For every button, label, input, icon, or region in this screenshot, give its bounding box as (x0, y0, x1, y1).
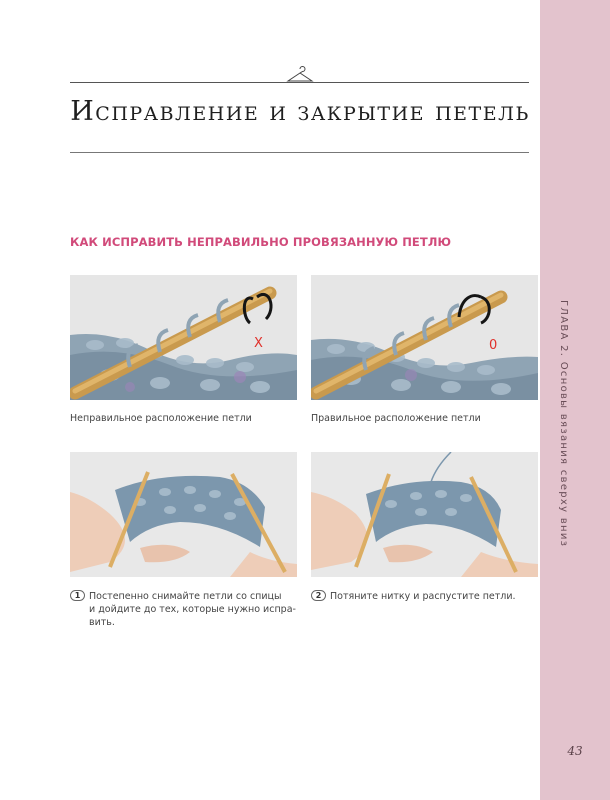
section-heading: КАК ИСПРАВИТЬ НЕПРАВИЛЬНО ПРОВЯЗАННУЮ ПЕТЛЮ (70, 235, 452, 249)
header-rule-bottom (70, 152, 529, 153)
page-title: Исправление и закрытие петель (70, 96, 530, 127)
photo-step-1 (70, 452, 297, 577)
page-number: 43 (567, 744, 583, 758)
photo-right-loop (311, 275, 538, 400)
caption-right: Правильное расположение петли (311, 413, 481, 424)
step-2 (311, 590, 541, 603)
photo-wrong-loop (70, 275, 297, 400)
step-1 (70, 590, 300, 629)
wrong-mark: X (254, 336, 263, 351)
chapter-sidebar (540, 0, 610, 800)
caption-wrong: Неправильное расположение петли (70, 413, 252, 424)
photo-step-2 (311, 452, 538, 577)
hanger-icon (286, 66, 314, 86)
step-1-line-2: и дойдите до тех, которые нужно испра- (89, 604, 296, 615)
step-1-badge: 1 (70, 590, 85, 601)
step-2-line-1: Потяните нитку и распустите петли. (330, 591, 516, 602)
step-1-line-3: вить. (89, 617, 115, 628)
chapter-label: ГЛАВА 2. Основы вязания сверху вниз (558, 300, 569, 548)
step-1-line-1: Постепенно снимайте петли со спицы (89, 591, 282, 602)
step-2-badge: 2 (311, 590, 326, 601)
right-mark: 0 (489, 338, 498, 353)
